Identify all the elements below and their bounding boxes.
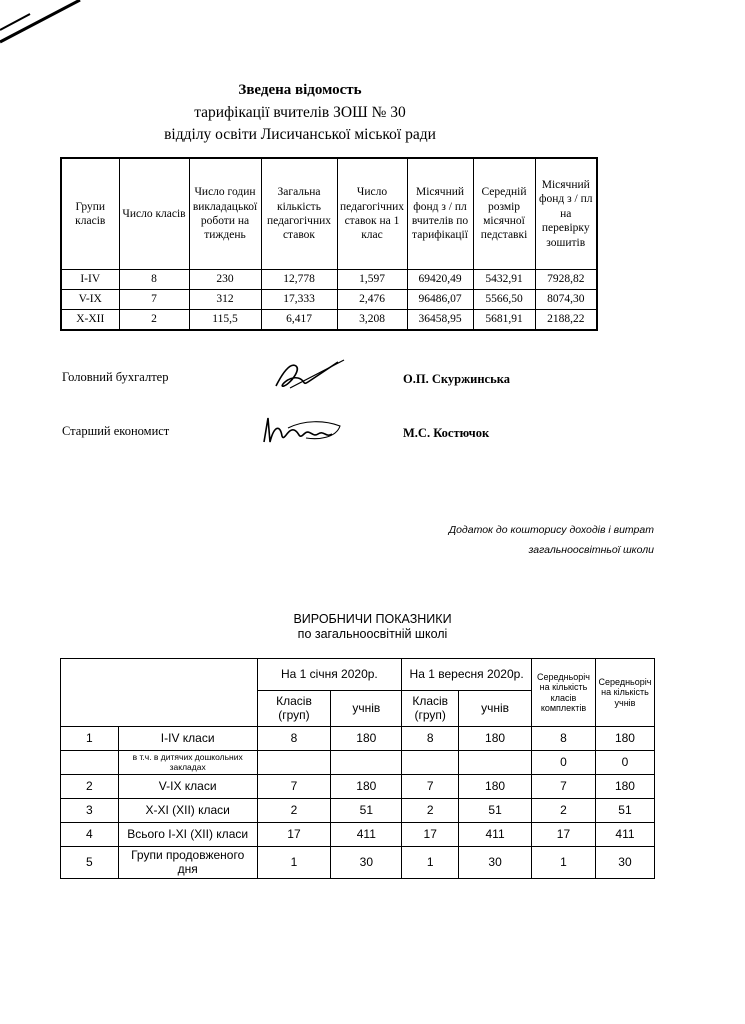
col-header: Число педагогічних ставок на 1 клас [337,158,407,270]
row-name: I-IV класи [118,727,257,751]
table-cell: 7 [402,775,459,799]
addendum-line: загальноосвітньої школи [528,544,654,556]
col-subheader: учнів [459,691,532,727]
table-cell: 8 [257,727,331,751]
table-cell: 7 [119,290,189,310]
table-cell: 411 [331,823,402,847]
table-cell: 8 [531,727,595,751]
table-cell: 51 [331,799,402,823]
table-cell: 30 [595,847,654,879]
table-cell: 36458,95 [407,310,473,331]
table-cell: 2,476 [337,290,407,310]
chief-accountant-label: Головний бухгалтер [62,370,169,384]
table-cell: 2 [257,799,331,823]
table-cell: 2 [119,310,189,331]
col-header: Середньоріч на кількість учнів [595,659,654,727]
economist-name: М.С. Костючок [403,426,490,440]
table-cell [402,751,459,775]
indicators-table [60,658,655,879]
col-header: Число годин викладацької роботи на тиждень [189,158,261,270]
col-header: Місячний фонд з / пл на перевірку зошитів [535,158,597,270]
tarification-table [60,157,598,331]
table-row [61,310,597,331]
table-cell: 1 [402,847,459,879]
table-cell: 180 [595,727,654,751]
table-cell: 96486,07 [407,290,473,310]
table-cell: X-XII [61,310,119,331]
row-number: 2 [61,775,119,799]
table-cell: 1 [257,847,331,879]
table-header-row [61,158,597,270]
addendum-note [449,520,654,560]
table-row [61,727,655,751]
row-name: Групи продовженого дня [118,847,257,879]
col-header: Групи класів [61,158,119,270]
row-number [61,751,119,775]
table-cell: 5681,91 [473,310,535,331]
table-cell: 0 [531,751,595,775]
table-cell: 5566,50 [473,290,535,310]
row-name: в т.ч. в дитячих дошкольних закладах [118,751,257,775]
table-cell: 115,5 [189,310,261,331]
col-header: Середній розмір місячної педставкі [473,158,535,270]
table-cell: 411 [595,823,654,847]
table-cell: 180 [595,775,654,799]
row-number: 3 [61,799,119,823]
col-header: На 1 вересня 2020р. [402,659,532,691]
row-name: X-XI (XII) класи [118,799,257,823]
economist-label: Старший економист [62,424,170,438]
col-header: Середньоріч на кількість класів комплектів [531,659,595,727]
table-cell: 230 [189,270,261,290]
table-cell: 1 [531,847,595,879]
table-cell: 180 [331,775,402,799]
addendum-line: Додаток до кошторису доходів і витрат [448,524,654,536]
table-row [61,799,655,823]
table-cell: I-IV [61,270,119,290]
table-cell: 7 [531,775,595,799]
table-cell: 8074,30 [535,290,597,310]
chief-accountant-signature [268,356,348,392]
economist-signature [258,412,344,446]
table-cell: 30 [459,847,532,879]
table-row [61,751,655,775]
table-cell: 7928,82 [535,270,597,290]
table-cell: 51 [459,799,532,823]
table-header-row [61,659,655,691]
table-cell: 5432,91 [473,270,535,290]
table-cell: 69420,49 [407,270,473,290]
row-number: 5 [61,847,119,879]
doc-title: Зведена відомость [238,82,362,98]
table-cell: 180 [459,727,532,751]
table-cell: 1,597 [337,270,407,290]
table-cell [459,751,532,775]
indicators-title: ВИРОБНИЧИ ПОКАЗНИКИ [293,612,452,626]
chief-accountant-name: О.П. Скуржинська [403,372,510,386]
table-row [61,290,597,310]
table-cell: 8 [402,727,459,751]
empty-header-cell [61,659,258,727]
table-cell: 8 [119,270,189,290]
table-cell: 312 [189,290,261,310]
page-corner-mark [0,0,100,60]
table-row [61,847,655,879]
table-cell: 0 [595,751,654,775]
indicators-subtitle: по загальноосвітній школі [297,627,448,641]
table-cell: 30 [331,847,402,879]
table-cell: 2188,22 [535,310,597,331]
row-number: 1 [61,727,119,751]
table-cell [331,751,402,775]
col-header: Число класів [119,158,189,270]
doc-subtitle: тарифікації вчителів ЗОШ № 30 [194,104,406,121]
row-name: Всього I-XI (XII) класи [118,823,257,847]
table-cell: 51 [595,799,654,823]
table-cell [257,751,331,775]
table-cell: 180 [331,727,402,751]
col-subheader: учнів [331,691,402,727]
table-row [61,270,597,290]
col-header: Загальна кількість педагогічних ставок [261,158,337,270]
table-cell: 17 [257,823,331,847]
table-cell: 6,417 [261,310,337,331]
table-cell: 2 [402,799,459,823]
table-row [61,775,655,799]
table-cell: 17 [531,823,595,847]
table-cell: 411 [459,823,532,847]
row-name: V-IX класи [118,775,257,799]
table-cell: 12,778 [261,270,337,290]
table-cell: V-IX [61,290,119,310]
row-number: 4 [61,823,119,847]
col-subheader: Класів (груп) [257,691,331,727]
table-row [61,823,655,847]
table-cell: 17,333 [261,290,337,310]
table-cell: 3,208 [337,310,407,331]
col-subheader: Класів (груп) [402,691,459,727]
table-cell: 2 [531,799,595,823]
table-cell: 180 [459,775,532,799]
col-header: Місячний фонд з / пл вчителів по тарифікації [407,158,473,270]
table-cell: 17 [402,823,459,847]
doc-subtitle-2: відділу освіти Лисичанської міської ради [164,126,436,143]
col-header: На 1 січня 2020р. [257,659,402,691]
table-cell: 7 [257,775,331,799]
